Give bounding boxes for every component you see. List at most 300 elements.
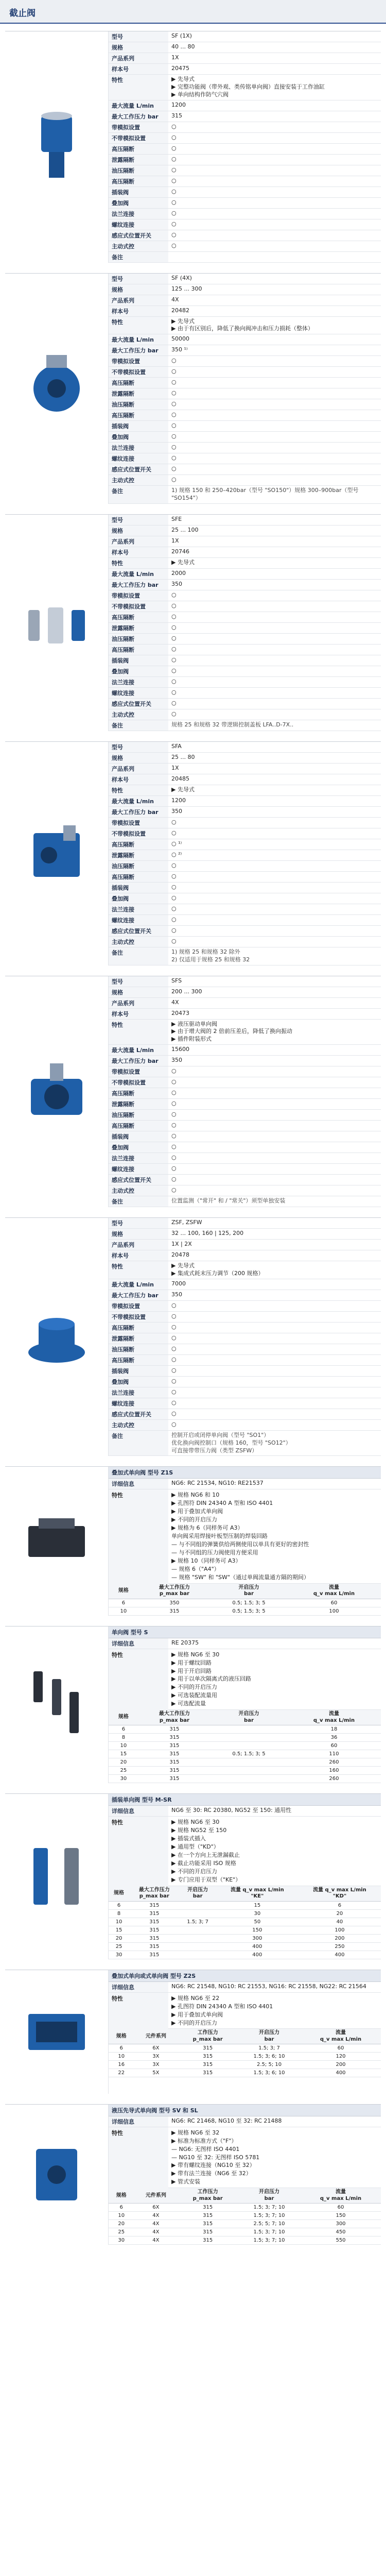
spec-label: 高压隔断 xyxy=(109,1088,168,1098)
table-cell: 550 xyxy=(301,2236,381,2245)
spec-label: 高压隔断 xyxy=(109,378,168,388)
spec-row xyxy=(109,1301,381,1312)
spec-row xyxy=(109,464,381,475)
table-row xyxy=(109,1942,381,1951)
table-cell: 30 xyxy=(216,1909,299,1918)
valve-table-section xyxy=(5,1970,381,2094)
spec-value: 315 xyxy=(171,112,182,119)
spec-value: ○ ¹⁾ xyxy=(171,840,182,847)
spec-label: 特性 xyxy=(109,558,168,568)
table-cell: 315 xyxy=(178,2053,238,2061)
spec-table xyxy=(109,2188,381,2245)
spec-label: 螺纹连接 xyxy=(109,915,168,925)
spec-value: 1) 规格 150 和 250–420bar（型号 "SO150"）规格 300–900bar（型号 "SO154"） xyxy=(171,487,359,502)
spec-row xyxy=(109,252,381,263)
features-label: 特性 xyxy=(109,1649,168,1710)
spec-row xyxy=(109,623,381,634)
spec-label: 主动式控 xyxy=(109,1185,168,1196)
spec-row xyxy=(109,1409,381,1420)
spec-row xyxy=(109,1290,381,1301)
spec-table xyxy=(109,2029,381,2077)
table-header: 规格 xyxy=(109,1584,138,1599)
spec-row xyxy=(109,645,381,655)
spec-row xyxy=(109,536,381,547)
spec-row xyxy=(109,443,381,453)
spec-value: ○ xyxy=(171,883,177,890)
spec-label: 油压隔断 xyxy=(109,399,168,410)
table-cell: 5X xyxy=(134,2069,178,2077)
table-header: 开启压力 bar xyxy=(210,1584,287,1599)
table-cell: 315 xyxy=(138,1750,210,1758)
table-cell: 30 xyxy=(109,1951,129,1959)
table-cell: 10 xyxy=(109,1918,129,1926)
spec-value: ○ xyxy=(171,454,177,462)
spec-row xyxy=(109,515,381,526)
table-header: 规格 xyxy=(109,1886,129,1902)
spec-value: 20485 xyxy=(171,775,189,782)
spec-row xyxy=(109,317,381,335)
spec-label: 叠加阀 xyxy=(109,666,168,676)
table-header: 流量 q_v max L/min xyxy=(287,1710,381,1725)
table-cell: 315 xyxy=(178,2220,238,2228)
spec-row xyxy=(109,612,381,623)
table-cell: 60 xyxy=(301,2204,381,2212)
spec-label: 带模拟设置 xyxy=(109,356,168,366)
spec-value: ○ xyxy=(171,1078,177,1086)
spec-list xyxy=(108,742,381,965)
spec-row xyxy=(109,345,381,356)
table-cell: 400 xyxy=(216,1942,299,1951)
spec-label: 主动式控 xyxy=(109,937,168,947)
spec-value: ○ xyxy=(171,872,177,879)
table-cell: 30 xyxy=(109,2236,134,2245)
spec-value: ○ xyxy=(171,602,177,609)
spec-value: SF (4X) xyxy=(171,274,192,281)
features-row xyxy=(109,1489,381,1583)
spec-row xyxy=(109,634,381,645)
table-header: 开启压力 bar xyxy=(238,2029,301,2044)
spec-list xyxy=(108,976,381,1208)
table-cell: 315 xyxy=(129,1909,179,1918)
spec-label: 主动式控 xyxy=(109,241,168,251)
spec-value: 1200 xyxy=(171,101,186,108)
table-cell xyxy=(210,1725,287,1734)
spec-row xyxy=(109,295,381,306)
details-label: 详细信息 xyxy=(109,1982,168,1992)
valve-image-icon xyxy=(18,2131,95,2218)
spec-row xyxy=(109,122,381,133)
spec-value: ○ xyxy=(171,476,177,483)
spec-label: 法兰连接 xyxy=(109,1387,168,1398)
table-cell: 315 xyxy=(178,2212,238,2220)
table-cell: 260 xyxy=(287,1758,381,1767)
valve-image xyxy=(5,274,108,504)
table-row xyxy=(109,1725,381,1734)
spec-value: ○ xyxy=(171,905,177,912)
table-row xyxy=(109,2044,381,2053)
spec-value: ○ xyxy=(171,1089,177,1096)
valve-table-section xyxy=(5,1466,381,1615)
table-cell: 22 xyxy=(109,2069,134,2077)
spec-value: 20475 xyxy=(171,65,189,72)
spec-label: 最大工作压力 bar xyxy=(109,807,168,817)
details-value: NG6: RC 21548, NG10: RC 21553, NG16: RC 21558, NG22: RC 21564 xyxy=(171,1982,366,1990)
spec-row xyxy=(109,1131,381,1142)
table-cell: 4X xyxy=(134,2228,178,2236)
spec-value: 规格 25 和规格 32 带逻辑控制盖板 LFA..D-7X.. xyxy=(171,721,294,728)
spec-value: ▶ 先导式 ▶ 完整功能阀（带外观、类传铭单向阀）直接安装于工作油缸 ▶ 单向结构作防气穴阀 xyxy=(171,76,325,98)
table-cell xyxy=(210,1742,287,1750)
spec-row xyxy=(109,241,381,252)
spec-row xyxy=(109,1431,381,1456)
table-cell: 300 xyxy=(301,2220,381,2228)
spec-label: 特性 xyxy=(109,75,168,100)
spec-value: ○ xyxy=(171,937,177,944)
table-cell: 2.5; 5; 7; 10 xyxy=(238,2220,301,2228)
spec-label: 螺纹连接 xyxy=(109,1164,168,1174)
spec-row xyxy=(109,31,381,42)
table-header: 元件系列 xyxy=(134,2029,178,2044)
spec-value: ○ xyxy=(171,591,177,598)
spec-value: ○ xyxy=(171,861,177,869)
spec-value: ○ xyxy=(171,166,177,173)
spec-row xyxy=(109,1261,381,1279)
spec-value: ○ xyxy=(171,177,177,184)
table-title: 叠加式单向阀 型号 Z1S xyxy=(109,1467,381,1479)
spec-value: ○ xyxy=(171,634,177,641)
valve-image-icon xyxy=(18,579,95,667)
spec-row xyxy=(109,1229,381,1240)
spec-value: ○ xyxy=(171,1143,177,1150)
spec-value: ○ xyxy=(171,1334,177,1341)
valve-section xyxy=(5,741,381,965)
table-header: 最大工作压力 p_max bar xyxy=(129,1886,179,1902)
table-cell: 6X xyxy=(134,2044,178,2053)
spec-row xyxy=(109,655,381,666)
spec-value: ○ xyxy=(171,1067,177,1075)
spec-value: ○ xyxy=(171,623,177,631)
spec-row xyxy=(109,155,381,165)
valve-image xyxy=(5,2105,108,2245)
valve-section xyxy=(5,514,381,731)
spec-label: 规格 xyxy=(109,753,168,763)
spec-value: SFS xyxy=(171,977,182,984)
features-label: 特性 xyxy=(109,2127,168,2189)
valve-table-section xyxy=(5,2104,381,2245)
spec-value: ○ ²⁾ xyxy=(171,851,182,858)
spec-value: ○ xyxy=(171,357,177,364)
table-cell: 315 xyxy=(129,1942,179,1951)
features-row xyxy=(109,1817,381,1886)
spec-row xyxy=(109,1175,381,1185)
spec-label: 插装阀 xyxy=(109,1131,168,1142)
spec-row xyxy=(109,1009,381,1020)
spec-row xyxy=(109,753,381,764)
spec-label: 样本号 xyxy=(109,1250,168,1261)
table-cell: 10 xyxy=(109,2053,134,2061)
features-label: 特性 xyxy=(109,1817,168,1886)
spec-value: ○ xyxy=(171,465,177,472)
table-header: 最大工作压力 p_max bar xyxy=(138,1584,210,1599)
table-row xyxy=(109,1750,381,1758)
spec-value: ○ xyxy=(171,1132,177,1140)
details-row xyxy=(109,2116,381,2127)
table-header: 流量 q_v max L/min "KE" xyxy=(216,1886,299,1902)
spec-value: ○ xyxy=(171,1355,177,1363)
table-cell xyxy=(180,1934,216,1942)
spec-label: 高压隔断 xyxy=(109,1323,168,1333)
spec-row xyxy=(109,53,381,64)
spec-row xyxy=(109,274,381,284)
table-cell: 315 xyxy=(178,2061,238,2069)
details-value: NG6: RC 21534, NG10: RE21537 xyxy=(171,1480,264,1487)
valve-image xyxy=(5,31,108,263)
table-cell: 450 xyxy=(301,2228,381,2236)
details-row xyxy=(109,1638,381,1649)
features-value: ▶ 规格 NG6 和 10 ▶ 孔图符 DIN 24340 A 型和 ISO 4401 ▶ 用于叠加式单向阀 ▶ 不同的开启压力 ▶ 规格为 6（同样务可 A3） 单向阀采用焊接叶板型压制的焊装回路 — 与不同组的弹簧供给两侧使用以单具有更好的密封性 — 与不同组的压力阀使用方便采用 ▶ 规格 10（同样务可 A3） — 规格 6（"A4"） — 规格 "SW" 和 "SW"（通过单阀流量通方隔的期间） xyxy=(168,1489,381,1583)
table-cell xyxy=(180,1926,216,1934)
details-value: NG6: RC 21468, NG10 至 32: RC 21488 xyxy=(171,2117,282,2124)
spec-value: 7000 xyxy=(171,1280,186,1287)
spec-label: 法兰连接 xyxy=(109,209,168,219)
spec-label: 产品系列 xyxy=(109,295,168,306)
spec-row xyxy=(109,947,381,965)
spec-value: 350 xyxy=(171,1057,182,1064)
spec-row xyxy=(109,378,381,388)
table-row xyxy=(109,2220,381,2228)
table-cell: 400 xyxy=(301,2069,381,2077)
valve-image xyxy=(5,515,108,731)
spec-row xyxy=(109,590,381,601)
spec-value: ○ xyxy=(171,699,177,706)
table-cell: 160 xyxy=(287,1767,381,1775)
valve-image xyxy=(5,1218,108,1456)
spec-value: ○ xyxy=(171,1111,177,1118)
spec-label: 型号 xyxy=(109,1218,168,1228)
spec-value: ○ xyxy=(171,645,177,652)
spec-value: ○ xyxy=(171,1399,177,1406)
spec-label: 带模拟设置 xyxy=(109,818,168,828)
spec-row xyxy=(109,1020,381,1045)
spec-label: 主动式控 xyxy=(109,1420,168,1430)
spec-row xyxy=(109,1153,381,1164)
spec-row xyxy=(109,1240,381,1250)
spec-row xyxy=(109,75,381,100)
spec-value: ○ xyxy=(171,688,177,696)
spec-value: ○ xyxy=(171,444,177,451)
spec-label: 插装阀 xyxy=(109,1366,168,1376)
spec-label: 特性 xyxy=(109,785,168,795)
spec-row xyxy=(109,100,381,111)
spec-value: 20478 xyxy=(171,1251,189,1259)
table-cell: 20 xyxy=(109,1758,138,1767)
table-row xyxy=(109,2212,381,2220)
spec-label: 产品系列 xyxy=(109,998,168,1008)
spec-label: 感应式位置开关 xyxy=(109,1409,168,1419)
spec-row xyxy=(109,807,381,818)
spec-row xyxy=(109,904,381,915)
spec-label: 特性 xyxy=(109,317,168,334)
table-cell: 4X xyxy=(134,2212,178,2220)
valve-table-section xyxy=(5,1793,381,1959)
table-header: 规格 xyxy=(109,2188,134,2204)
table-row xyxy=(109,1901,381,1909)
spec-value: 1X xyxy=(171,54,179,61)
spec-row xyxy=(109,1077,381,1088)
table-cell: 4X xyxy=(134,2236,178,2245)
spec-row xyxy=(109,133,381,144)
spec-row xyxy=(109,176,381,187)
spec-label: 螺纹连接 xyxy=(109,1398,168,1409)
table-cell: 315 xyxy=(178,2204,238,2212)
spec-row xyxy=(109,1218,381,1229)
spec-label: 油压隔断 xyxy=(109,1110,168,1120)
table-row xyxy=(109,2236,381,2245)
table-header: 流量 q_v max L/min xyxy=(301,2188,381,2204)
table-cell: 1.5; 3; 7 xyxy=(238,2044,301,2053)
spec-label: 插装阀 xyxy=(109,421,168,431)
table-header: 流量 q_v max L/min "KD" xyxy=(299,1886,381,1902)
spec-row xyxy=(109,64,381,75)
spec-value: ○ xyxy=(171,389,177,397)
spec-list xyxy=(108,31,381,263)
table-cell: 6 xyxy=(109,1725,138,1734)
valve-section xyxy=(5,1217,381,1456)
spec-label: 不带模拟设置 xyxy=(109,367,168,377)
spec-value: 4X xyxy=(171,998,179,1006)
spec-label: 备注 xyxy=(109,720,168,731)
table-cell: 315 xyxy=(129,1951,179,1959)
valve-image-icon xyxy=(18,1293,95,1381)
spec-value: ○ xyxy=(171,656,177,663)
spec-row xyxy=(109,720,381,731)
spec-value: 200 ... 300 xyxy=(171,988,202,995)
table-cell: 3X xyxy=(134,2061,178,2069)
valve-image-icon xyxy=(18,345,95,432)
table-row xyxy=(109,1918,381,1926)
spec-table-block xyxy=(108,2105,381,2245)
spec-value: 25 ... 100 xyxy=(171,526,199,533)
spec-row xyxy=(109,1164,381,1175)
spec-row xyxy=(109,547,381,558)
spec-value: 350 xyxy=(171,1291,182,1298)
spec-label: 产品系列 xyxy=(109,536,168,547)
table-cell: 15 xyxy=(109,1750,138,1758)
spec-table xyxy=(109,1710,381,1783)
spec-label: 插装阀 xyxy=(109,187,168,197)
spec-label: 高压隔断 xyxy=(109,410,168,420)
spec-value: ○ xyxy=(171,1366,177,1374)
details-row xyxy=(109,1806,381,1817)
table-cell: 315 xyxy=(129,1901,179,1909)
spec-label: 主动式控 xyxy=(109,709,168,720)
table-cell: 15 xyxy=(216,1901,299,1909)
spec-row xyxy=(109,861,381,872)
spec-row xyxy=(109,601,381,612)
spec-row xyxy=(109,187,381,198)
table-cell: 250 xyxy=(299,1942,381,1951)
table-cell: 40 xyxy=(299,1918,381,1926)
table-cell: 25 xyxy=(109,1942,129,1951)
spec-label: 不带模拟设置 xyxy=(109,601,168,612)
spec-row xyxy=(109,1110,381,1121)
spec-row xyxy=(109,209,381,219)
valve-image-icon xyxy=(18,1498,95,1585)
table-header: 规格 xyxy=(109,1710,138,1725)
spec-row xyxy=(109,937,381,947)
table-cell: 100 xyxy=(287,1607,381,1615)
table-cell xyxy=(180,1951,216,1959)
table-cell: 315 xyxy=(138,1775,210,1783)
spec-label: 螺纹连接 xyxy=(109,688,168,698)
features-label: 特性 xyxy=(109,1489,168,1583)
spec-value: ○ xyxy=(171,667,177,674)
table-row xyxy=(109,2069,381,2077)
features-row xyxy=(109,1649,381,1710)
spec-value: ○ xyxy=(171,242,177,249)
table-cell: 25 xyxy=(109,2228,134,2236)
spec-value: ○ xyxy=(171,1345,177,1352)
spec-row xyxy=(109,334,381,345)
spec-label: 备注 xyxy=(109,947,168,965)
table-cell: 315 xyxy=(178,2236,238,2245)
features-value: ▶ 规格 NG6 至 32 ▶ 标准为标准方式（"F"） — NG6: 无图样 ISO 4401 — NG10 至 32: 无图样 ISO 5781 ▶ 带有螺纹连接（NG10 至 32） ▶ 带有法兰连接（NG6 至 32） ▶ 管式安装 xyxy=(168,2127,381,2189)
spec-value: ▶ 先导式 ▶ 集成式耗末压力调节（200 规格） xyxy=(171,1262,264,1277)
spec-row xyxy=(109,893,381,904)
spec-value: 32 ... 100, 160 | 125, 200 xyxy=(171,1230,244,1237)
spec-label: 高压隔断 xyxy=(109,839,168,850)
details-row xyxy=(109,1479,381,1489)
table-cell: 1.5; 3; 7; 10 xyxy=(238,2228,301,2236)
table-cell: 10 xyxy=(109,1742,138,1750)
table-cell: 6X xyxy=(134,2204,178,2212)
spec-row xyxy=(109,526,381,536)
spec-table-block xyxy=(108,1467,381,1615)
table-row xyxy=(109,1951,381,1959)
details-row xyxy=(109,1982,381,1993)
table-title: 液压先导式单向阀 型号 SV 和 SL xyxy=(109,2105,381,2116)
spec-row xyxy=(109,666,381,677)
spec-label: 最大流量 L/min xyxy=(109,100,168,111)
spec-value: 20482 xyxy=(171,307,189,314)
spec-value: ○ xyxy=(171,155,177,162)
features-row xyxy=(109,1993,381,2029)
table-header: 开启压力 bar xyxy=(238,2188,301,2204)
spec-value: ○ xyxy=(171,231,177,238)
page-header xyxy=(0,0,386,24)
spec-label: 规格 xyxy=(109,42,168,53)
table-cell: 1.5; 3; 7; 10 xyxy=(238,2236,301,2245)
table-row xyxy=(109,1599,381,1607)
spec-value: 15600 xyxy=(171,1046,189,1053)
valve-section xyxy=(5,31,381,263)
table-cell: 20 xyxy=(299,1909,381,1918)
spec-row xyxy=(109,198,381,209)
table-row xyxy=(109,2228,381,2236)
table-header: 开启压力 bar xyxy=(180,1886,216,1902)
spec-value: ▶ 液压驱动单向阀 ▶ 由于增大阀的 2 倍前压差后，降低了换向振动 ▶ 插件附装形式 xyxy=(171,1020,292,1043)
spec-label: 感应式位置开关 xyxy=(109,926,168,936)
table-cell: 260 xyxy=(287,1775,381,1783)
spec-value: ○ xyxy=(171,613,177,620)
table-cell: 1.5; 3; 6; 10 xyxy=(238,2069,301,2077)
details-label: 详细信息 xyxy=(109,1806,168,1816)
spec-label: 规格 xyxy=(109,987,168,997)
table-cell: 60 xyxy=(287,1599,381,1607)
spec-value: ○ xyxy=(171,220,177,227)
spec-label: 备注 xyxy=(109,486,168,503)
table-header: 流量 q_v max L/min xyxy=(301,2029,381,2044)
